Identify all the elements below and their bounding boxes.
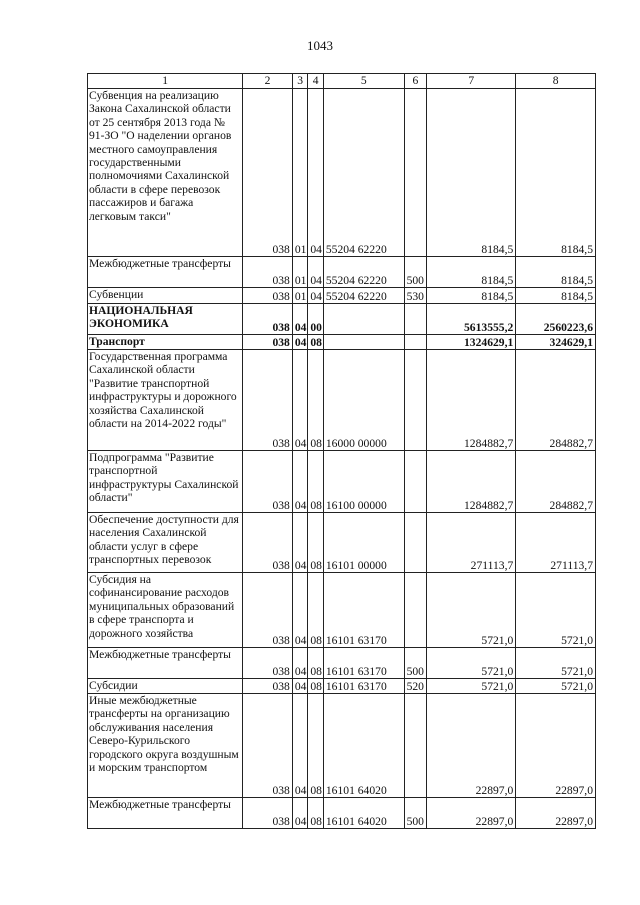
column-header: 4 xyxy=(308,74,324,89)
row-subsection-cell: 08 xyxy=(308,694,324,798)
row-ministry-code-cell: 038 xyxy=(243,89,293,257)
table-row xyxy=(88,350,596,451)
row-ministry-code-cell: 038 xyxy=(243,798,293,829)
row-amount-2020-cell: 5721,0 xyxy=(516,648,596,679)
row-amount-2019-cell: 8184,5 xyxy=(427,288,516,304)
column-header: 6 xyxy=(404,74,427,89)
row-name-cell: Обеспечение доступности для населения Сахалинской области услуг в сфере транспортных перевозок xyxy=(88,513,243,573)
row-expense-type-cell: 500 xyxy=(404,257,427,288)
row-amount-2019-cell: 1284882,7 xyxy=(427,451,516,513)
row-expense-type-cell xyxy=(404,694,427,798)
column-header: 3 xyxy=(292,74,308,89)
table-row xyxy=(88,257,596,288)
row-target-article-cell: 16101 63170 xyxy=(323,648,404,679)
row-ministry-code-cell: 038 xyxy=(243,288,293,304)
row-target-article-cell: 16101 63170 xyxy=(323,573,404,648)
row-amount-2019-cell: 5721,0 xyxy=(427,648,516,679)
row-amount-2019-cell: 271113,7 xyxy=(427,513,516,573)
table-row xyxy=(88,798,596,829)
row-subsection-cell: 08 xyxy=(308,335,324,350)
row-name-cell: НАЦИОНАЛЬНАЯ ЭКОНОМИКА xyxy=(88,304,243,335)
row-amount-2020-cell: 284882,7 xyxy=(516,451,596,513)
row-amount-2019-cell: 5613555,2 xyxy=(427,304,516,335)
row-name-cell: Межбюджетные трансферты xyxy=(88,648,243,679)
table-row xyxy=(88,335,596,350)
row-section-cell: 04 xyxy=(292,304,308,335)
row-amount-2019-cell: 22897,0 xyxy=(427,694,516,798)
row-target-article-cell: 55204 62220 xyxy=(323,89,404,257)
column-header: 2 xyxy=(243,74,293,89)
row-ministry-code-cell: 038 xyxy=(243,648,293,679)
row-expense-type-cell xyxy=(404,89,427,257)
row-name-cell: Подпрограмма "Развитие транспортной инфраструктуры Сахалинской области" xyxy=(88,451,243,513)
row-subsection-cell: 08 xyxy=(308,679,324,694)
row-section-cell: 01 xyxy=(292,89,308,257)
row-target-article-cell: 16000 00000 xyxy=(323,350,404,451)
row-section-cell: 04 xyxy=(292,694,308,798)
row-name-cell: Субвенции xyxy=(88,288,243,304)
row-section-cell: 04 xyxy=(292,679,308,694)
row-amount-2020-cell: 8184,5 xyxy=(516,288,596,304)
table-row xyxy=(88,513,596,573)
row-ministry-code-cell: 038 xyxy=(243,451,293,513)
row-amount-2020-cell: 8184,5 xyxy=(516,89,596,257)
column-header: 1 xyxy=(88,74,243,89)
row-expense-type-cell xyxy=(404,513,427,573)
row-subsection-cell: 00 xyxy=(308,304,324,335)
row-subsection-cell: 04 xyxy=(308,89,324,257)
row-expense-type-cell xyxy=(404,350,427,451)
row-amount-2019-cell: 8184,5 xyxy=(427,257,516,288)
row-name-cell: Субвенция на реализацию Закона Сахалинской области от 25 сентября 2013 года № 91-ЗО "О наделении органов местного самоуправления государственными полномочиями Сахалинской области в сфере перевозок пассажиров и багажа легковым такси" xyxy=(88,89,243,257)
row-amount-2020-cell: 284882,7 xyxy=(516,350,596,451)
row-ministry-code-cell: 038 xyxy=(243,335,293,350)
row-expense-type-cell: 500 xyxy=(404,798,427,829)
row-amount-2019-cell: 1324629,1 xyxy=(427,335,516,350)
row-subsection-cell: 08 xyxy=(308,648,324,679)
row-ministry-code-cell: 038 xyxy=(243,679,293,694)
row-name-cell: Межбюджетные трансферты xyxy=(88,798,243,829)
row-amount-2020-cell: 324629,1 xyxy=(516,335,596,350)
row-expense-type-cell: 500 xyxy=(404,648,427,679)
row-expense-type-cell xyxy=(404,335,427,350)
row-ministry-code-cell: 038 xyxy=(243,573,293,648)
budget-table xyxy=(87,73,596,829)
row-amount-2020-cell: 271113,7 xyxy=(516,513,596,573)
row-amount-2019-cell: 5721,0 xyxy=(427,679,516,694)
row-target-article-cell: 16101 64020 xyxy=(323,798,404,829)
table-row xyxy=(88,694,596,798)
row-name-cell: Субсидии xyxy=(88,679,243,694)
row-expense-type-cell: 530 xyxy=(404,288,427,304)
row-target-article-cell: 55204 62220 xyxy=(323,288,404,304)
page-number: 1043 xyxy=(307,38,333,53)
row-expense-type-cell xyxy=(404,451,427,513)
row-amount-2020-cell: 22897,0 xyxy=(516,694,596,798)
row-subsection-cell: 08 xyxy=(308,513,324,573)
row-target-article-cell: 55204 62220 xyxy=(323,257,404,288)
row-name-cell: Субсидия на софинансирование расходов муниципальных образований в сфере транспорта и дорожного хозяйства xyxy=(88,573,243,648)
table-row xyxy=(88,573,596,648)
row-amount-2020-cell: 5721,0 xyxy=(516,679,596,694)
row-amount-2020-cell: 8184,5 xyxy=(516,257,596,288)
table-header-row xyxy=(88,74,596,89)
row-name-cell: Государственная программа Сахалинской области "Развитие транспортной инфраструктуры и дорожного хозяйства Сахалинской области на 2014-2022 годы" xyxy=(88,350,243,451)
row-subsection-cell: 08 xyxy=(308,798,324,829)
table-row xyxy=(88,89,596,257)
row-subsection-cell: 08 xyxy=(308,350,324,451)
row-target-article-cell: 16100 00000 xyxy=(323,451,404,513)
row-amount-2020-cell: 2560223,6 xyxy=(516,304,596,335)
row-ministry-code-cell: 038 xyxy=(243,350,293,451)
row-amount-2020-cell: 22897,0 xyxy=(516,798,596,829)
row-ministry-code-cell: 038 xyxy=(243,513,293,573)
row-subsection-cell: 04 xyxy=(308,257,324,288)
row-section-cell: 04 xyxy=(292,648,308,679)
row-section-cell: 04 xyxy=(292,335,308,350)
table-row xyxy=(88,451,596,513)
column-header: 8 xyxy=(516,74,596,89)
row-amount-2019-cell: 1284882,7 xyxy=(427,350,516,451)
row-subsection-cell: 08 xyxy=(308,451,324,513)
row-section-cell: 04 xyxy=(292,798,308,829)
row-amount-2019-cell: 22897,0 xyxy=(427,798,516,829)
table-row xyxy=(88,679,596,694)
row-target-article-cell: 16101 64020 xyxy=(323,694,404,798)
row-expense-type-cell xyxy=(404,573,427,648)
table-row xyxy=(88,304,596,335)
row-target-article-cell: 16101 00000 xyxy=(323,513,404,573)
row-section-cell: 04 xyxy=(292,513,308,573)
row-subsection-cell: 08 xyxy=(308,573,324,648)
row-amount-2020-cell: 5721,0 xyxy=(516,573,596,648)
row-section-cell: 01 xyxy=(292,257,308,288)
row-name-cell: Иные межбюджетные трансферты на организацию обслуживания населения Северо-Курильского городского округа воздушным и морским транспортом xyxy=(88,694,243,798)
row-section-cell: 04 xyxy=(292,573,308,648)
row-target-article-cell: 16101 63170 xyxy=(323,679,404,694)
row-expense-type-cell xyxy=(404,304,427,335)
row-amount-2019-cell: 5721,0 xyxy=(427,573,516,648)
row-name-cell: Транспорт xyxy=(88,335,243,350)
row-section-cell: 04 xyxy=(292,350,308,451)
row-amount-2019-cell: 8184,5 xyxy=(427,89,516,257)
row-section-cell: 04 xyxy=(292,451,308,513)
table-row xyxy=(88,648,596,679)
row-ministry-code-cell: 038 xyxy=(243,257,293,288)
row-section-cell: 01 xyxy=(292,288,308,304)
row-expense-type-cell: 520 xyxy=(404,679,427,694)
row-ministry-code-cell: 038 xyxy=(243,304,293,335)
row-name-cell: Межбюджетные трансферты xyxy=(88,257,243,288)
row-ministry-code-cell: 038 xyxy=(243,694,293,798)
column-header: 7 xyxy=(427,74,516,89)
row-target-article-cell xyxy=(323,335,404,350)
row-subsection-cell: 04 xyxy=(308,288,324,304)
column-header: 5 xyxy=(323,74,404,89)
row-target-article-cell xyxy=(323,304,404,335)
table-row xyxy=(88,288,596,304)
